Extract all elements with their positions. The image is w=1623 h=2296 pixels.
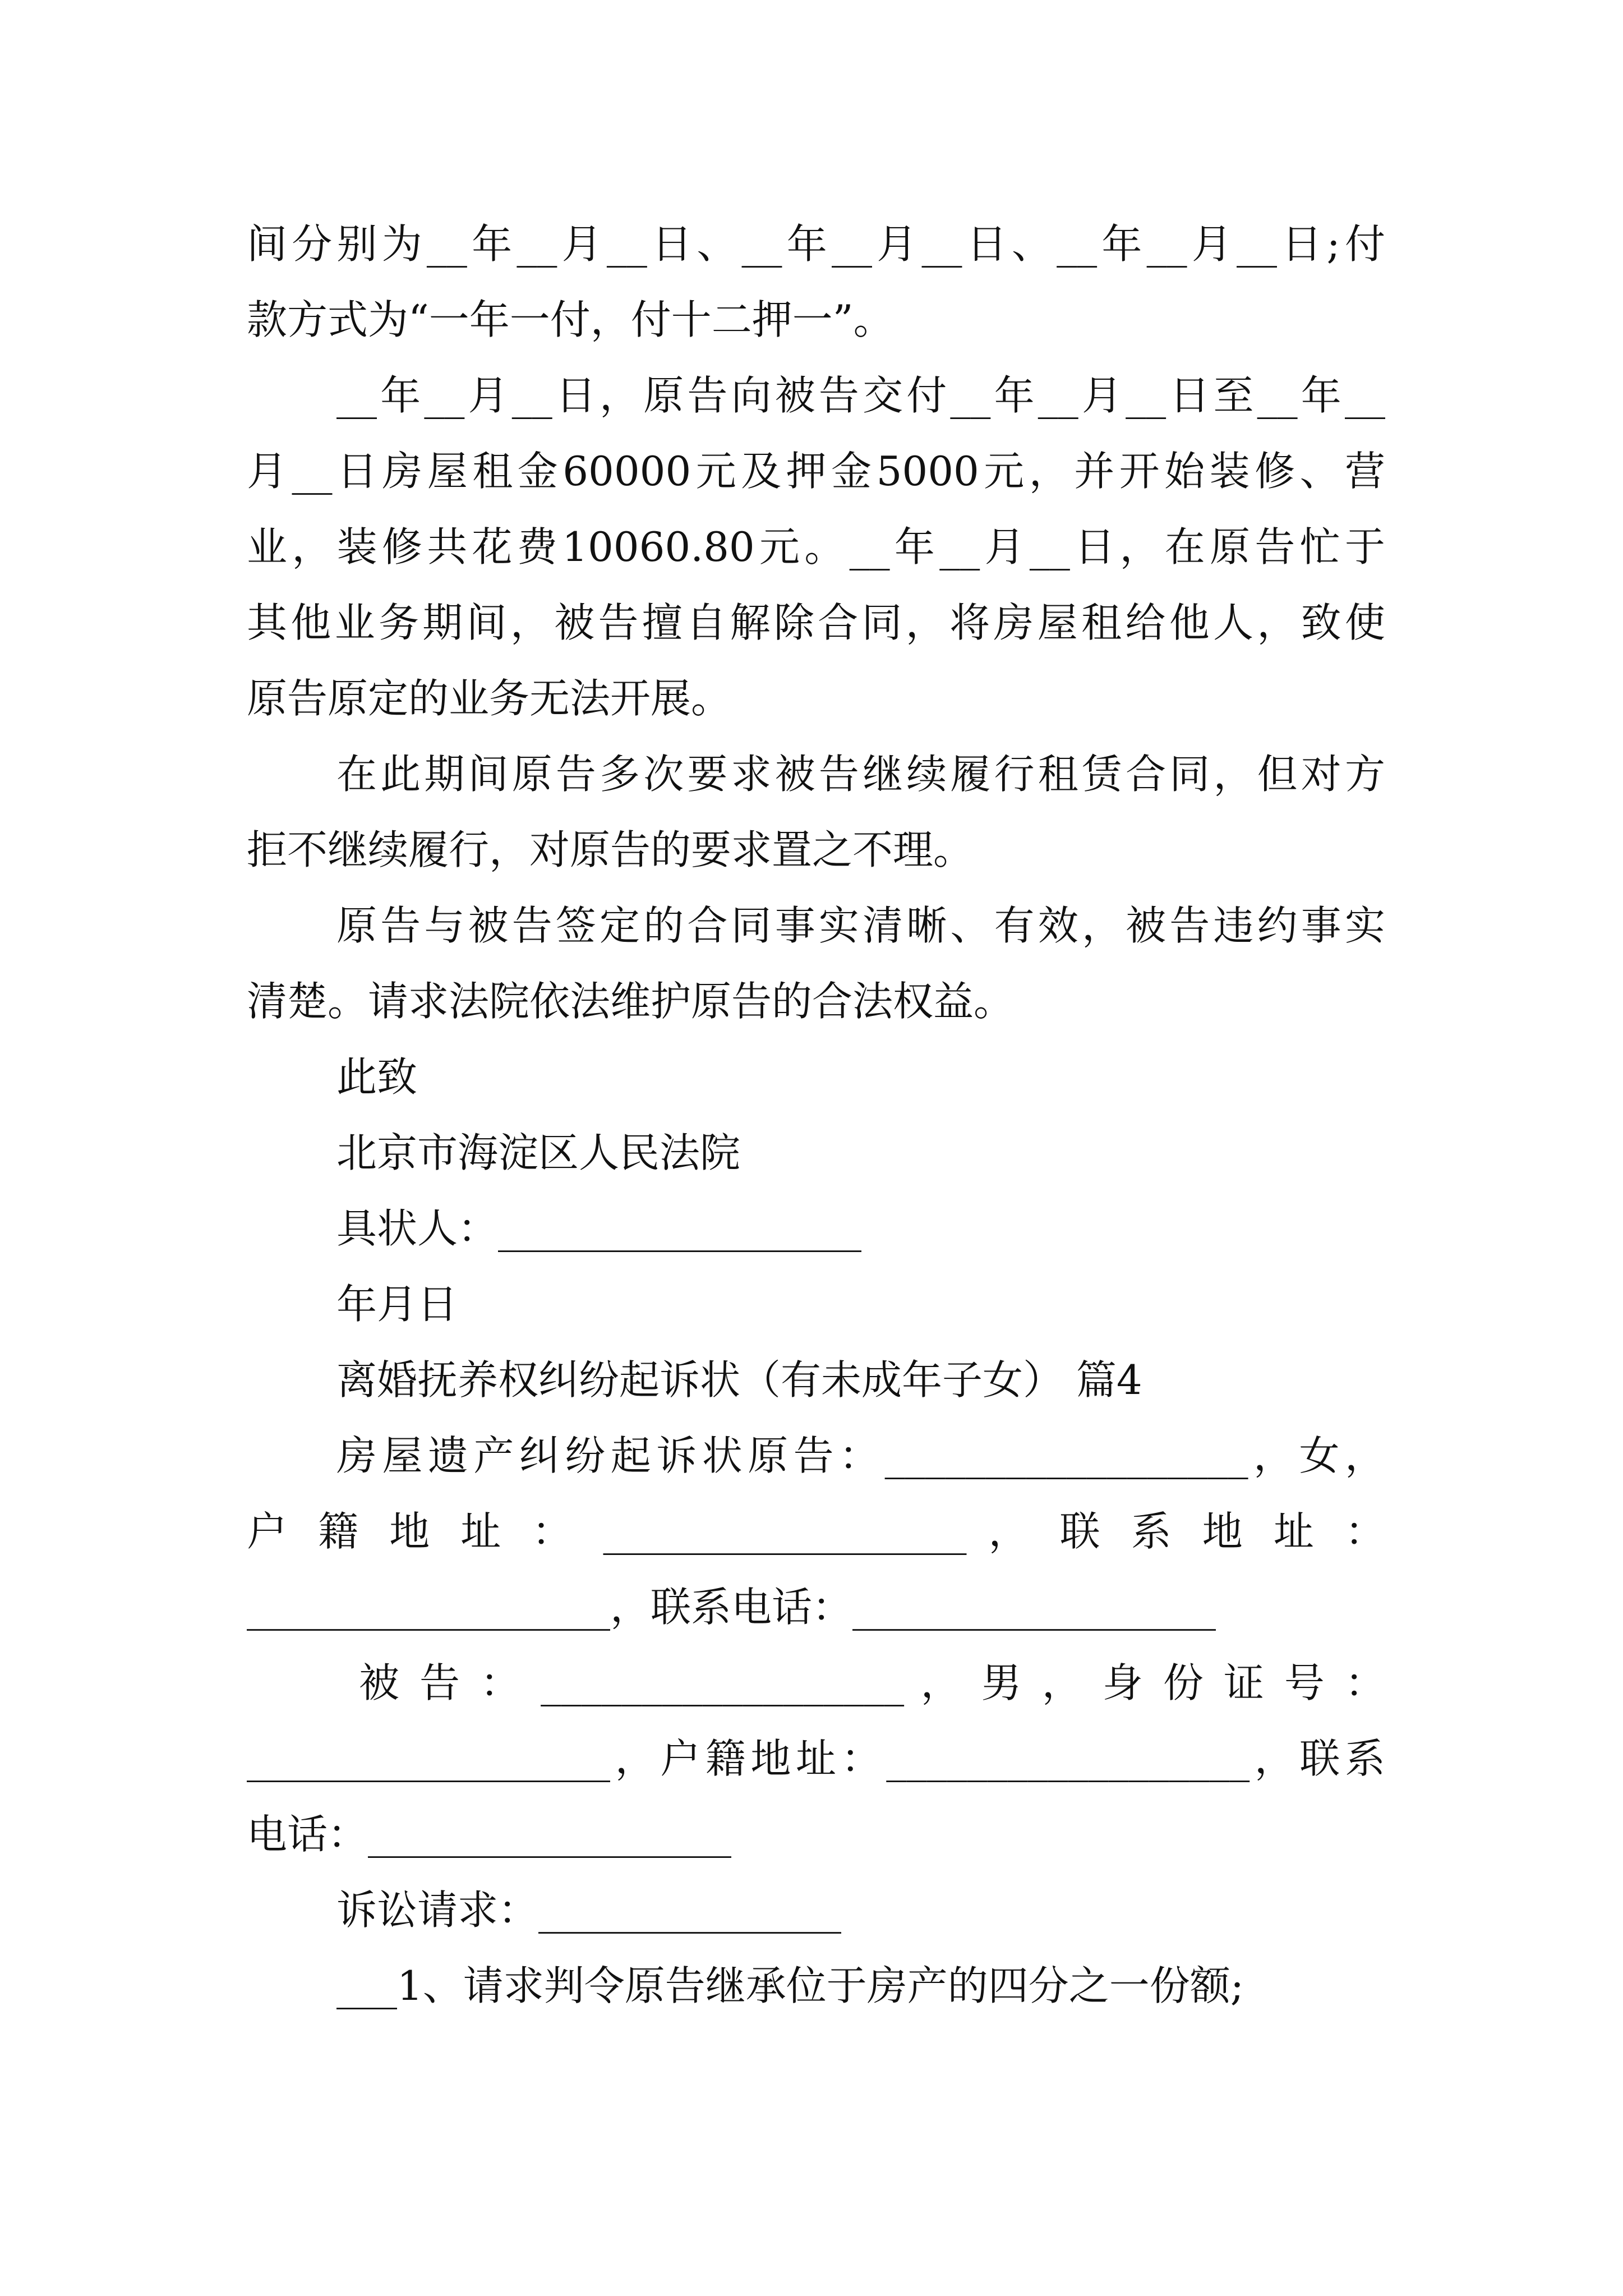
- text-line: __________________，联系电话：__________________: [247, 1584, 1216, 1631]
- text-line: 电话：__________________: [247, 1811, 732, 1858]
- text-line: 原告与被告签定的合同事实清晰、有效，被告违约事实: [336, 902, 1385, 949]
- text-line: 房屋遗产纠纷起诉状原告：__________________，女，: [336, 1432, 1385, 1479]
- text-line: 户 籍 地 址 ： __________________ ， 联 系 地 址 ：: [247, 1508, 1385, 1555]
- signer-line: 具状人：__________________: [336, 1205, 862, 1252]
- text-line: 在此期间原告多次要求被告继续履行租赁合同，但对方: [336, 751, 1385, 798]
- text-line: 原告原定的业务无法开展。: [247, 675, 732, 722]
- date-line: 年月日: [336, 1281, 458, 1328]
- claim-item: ___1、请求判令原告继承位于房产的四分之一份额;: [336, 1962, 1244, 2009]
- text-line: 月__日房屋租金60000元及押金5000元，并开始装修、营: [247, 448, 1385, 495]
- closing-salutation: 此致: [336, 1053, 418, 1101]
- text-line: __________________，户籍地址：__________________，联系: [247, 1735, 1385, 1782]
- text-line: 清楚。请求法院依法维护原告的合法权益。: [247, 978, 1015, 1025]
- text-line: 其他业务期间，被告擅自解除合同，将房屋租给他人，致使: [247, 599, 1385, 646]
- claims-heading: 诉讼请求：_______________: [336, 1887, 842, 1934]
- section-heading: 离婚抚养权纠纷起诉状（有未成年子女） 篇4: [336, 1356, 1142, 1404]
- text-line: 被 告 ： __________________ ， 男 ， 身 份 证 号 ：: [359, 1659, 1385, 1706]
- court-name: 北京市海淀区人民法院: [336, 1129, 741, 1176]
- text-line: 款方式为“一年一付，付十二押一”。: [247, 296, 894, 343]
- document-page: [247, 0, 1385, 2296]
- text-line: 业，装修共花费10060.80元。__年__月__日，在原告忙于: [247, 523, 1385, 570]
- text-line: 拒不继续履行，对原告的要求置之不理。: [247, 826, 974, 873]
- text-line: 间分别为__年__月__日、__年__月__日、__年__月__日;付: [247, 220, 1385, 268]
- text-line: __年__月__日，原告向被告交付__年__月__日至__年__: [336, 372, 1385, 419]
